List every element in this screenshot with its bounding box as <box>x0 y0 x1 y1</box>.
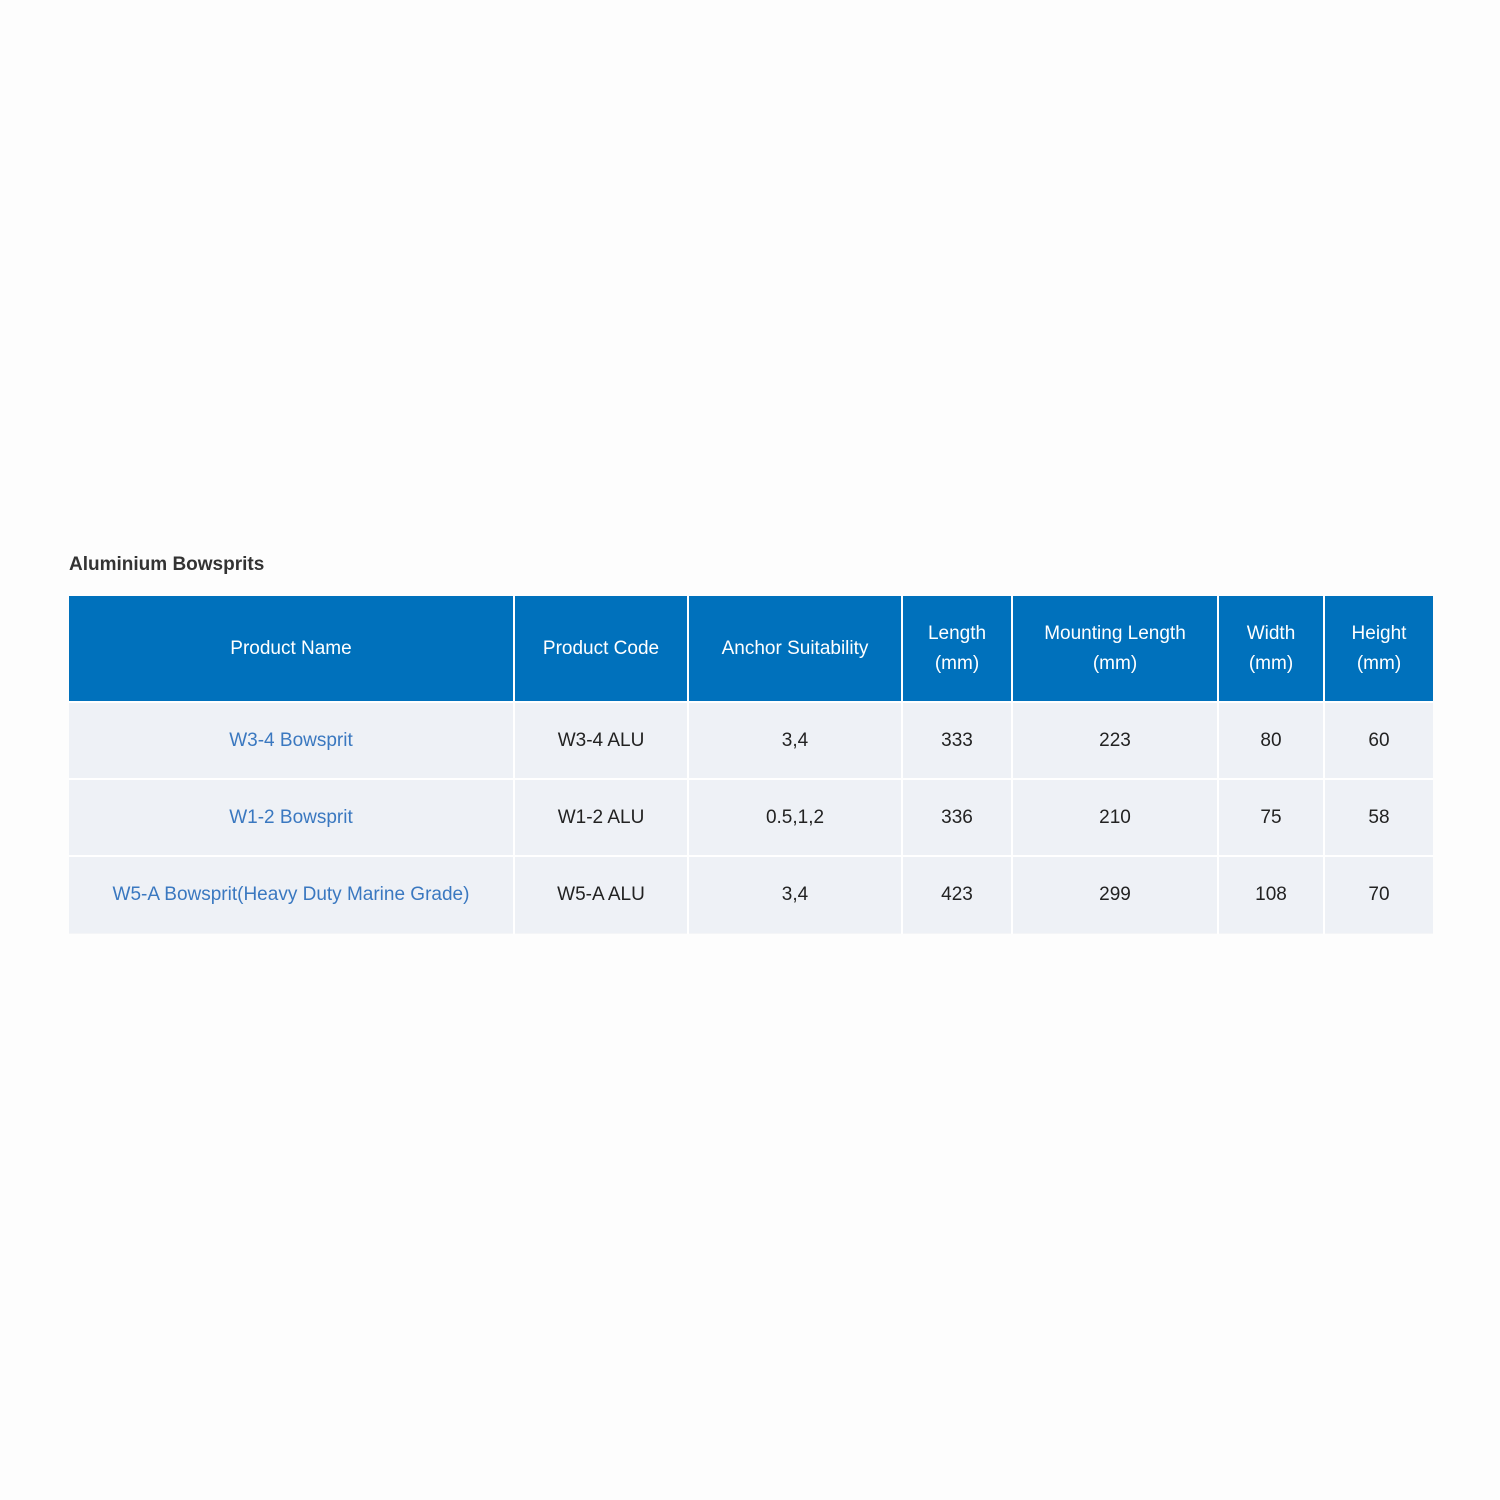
header-anchor-suitability: Anchor Suitability <box>688 596 902 702</box>
length-cell: 336 <box>902 779 1012 856</box>
length-cell: 423 <box>902 856 1012 933</box>
product-link-w3-4[interactable]: W3-4 Bowsprit <box>229 729 353 751</box>
mounting-length-cell: 210 <box>1012 779 1218 856</box>
table-row <box>69 856 1433 933</box>
bowsprit-spec-table <box>69 596 1433 934</box>
product-code-cell: W5-A ALU <box>514 856 688 933</box>
header-width: Width (mm) <box>1218 596 1324 702</box>
anchor-suitability-cell: 3,4 <box>688 702 902 779</box>
product-link-w5-a[interactable]: W5-A Bowsprit(Heavy Duty Marine Grade) <box>112 883 470 905</box>
product-code-cell: W1-2 ALU <box>514 779 688 856</box>
header-product-code: Product Code <box>514 596 688 702</box>
header-height: Height (mm) <box>1324 596 1433 702</box>
width-cell: 75 <box>1218 779 1324 856</box>
length-cell: 333 <box>902 702 1012 779</box>
table-row <box>69 702 1433 779</box>
height-cell: 58 <box>1324 779 1433 856</box>
table-row <box>69 779 1433 856</box>
width-cell: 108 <box>1218 856 1324 933</box>
header-length: Length (mm) <box>902 596 1012 702</box>
height-cell: 60 <box>1324 702 1433 779</box>
product-name-cell <box>69 856 514 933</box>
mounting-length-cell: 299 <box>1012 856 1218 933</box>
header-product-name: Product Name <box>69 596 514 702</box>
height-cell: 70 <box>1324 856 1433 933</box>
section-title: Aluminium Bowsprits <box>69 554 265 575</box>
product-link-w1-2[interactable]: W1-2 Bowsprit <box>229 806 353 828</box>
product-code-cell: W3-4 ALU <box>514 702 688 779</box>
product-name-cell <box>69 702 514 779</box>
anchor-suitability-cell: 3,4 <box>688 856 902 933</box>
width-cell: 80 <box>1218 702 1324 779</box>
anchor-suitability-cell: 0.5,1,2 <box>688 779 902 856</box>
header-mounting-length: Mounting Length (mm) <box>1012 596 1218 702</box>
product-name-cell <box>69 779 514 856</box>
table-header-row <box>69 596 1433 702</box>
mounting-length-cell: 223 <box>1012 702 1218 779</box>
